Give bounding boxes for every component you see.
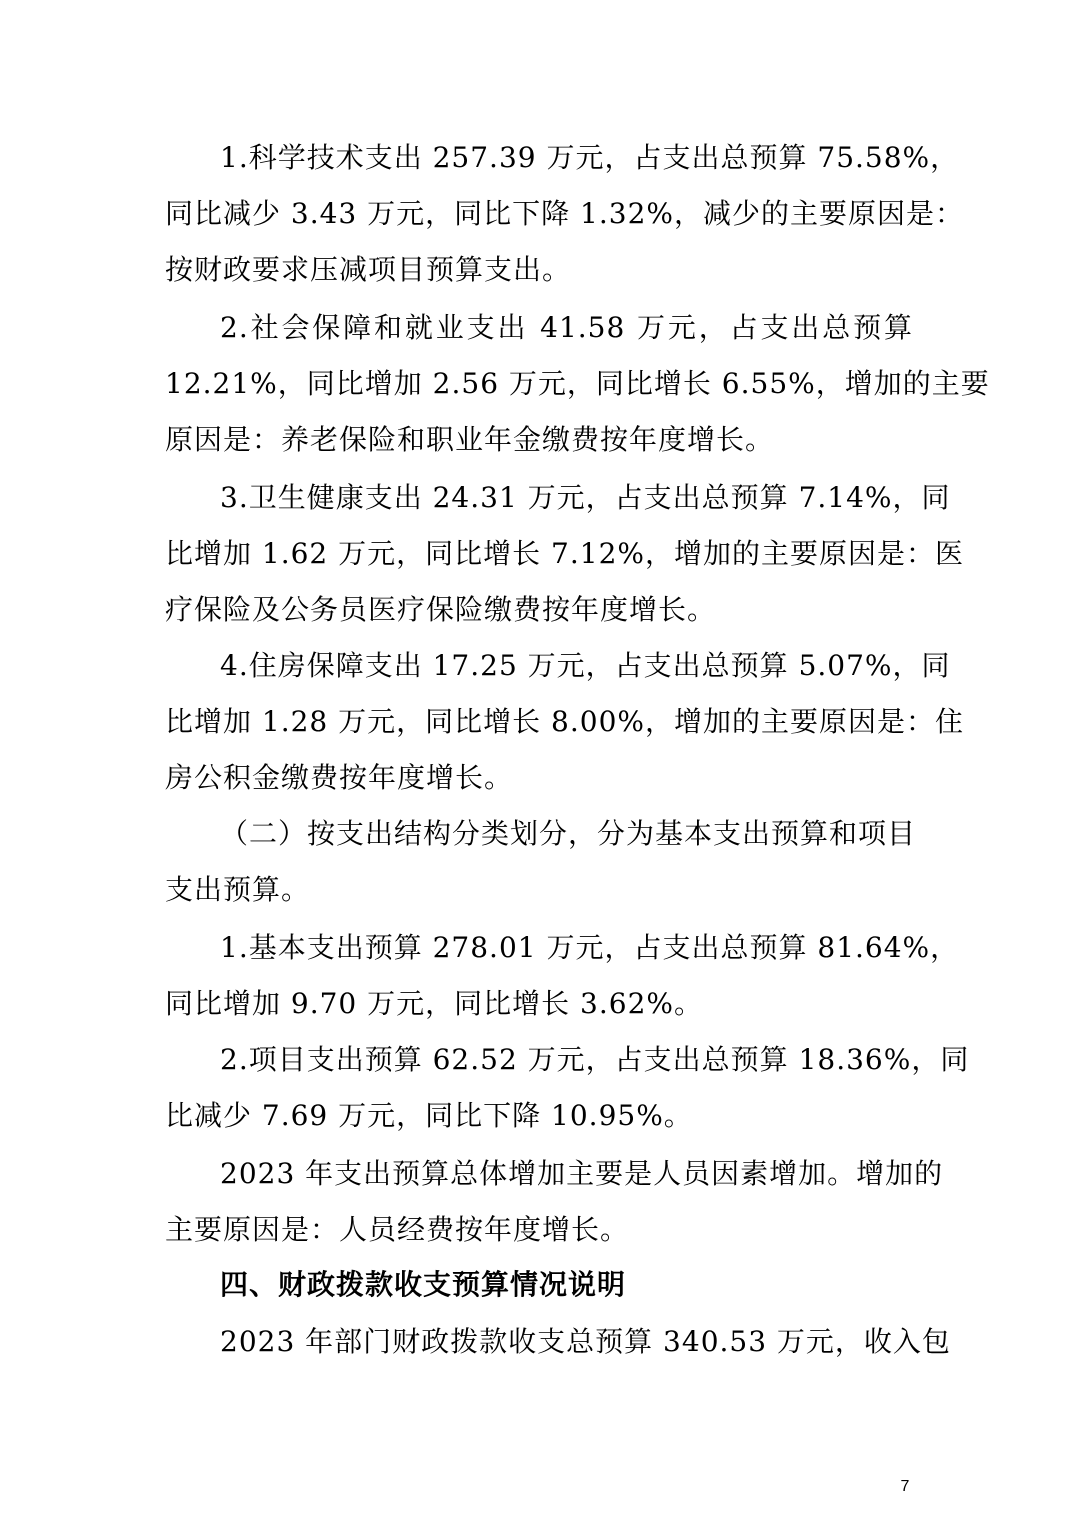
paragraph-line: 比减少 7.69 万元，同比下降 10.95%。 [165, 1099, 693, 1132]
section-heading: 四、财政拨款收支预算情况说明 [220, 1268, 627, 1301]
paragraph-line: 2023 年支出预算总体增加主要是人员因素增加。增加的 [220, 1157, 944, 1190]
paragraph-line: 2.社会保障和就业支出 41.58 万元，占支出总预算 [220, 311, 913, 344]
paragraph-line: 同比增加 9.70 万元，同比增长 3.62%。 [165, 987, 703, 1020]
paragraph-line: 2.项目支出预算 62.52 万元，占支出总预算 18.36%，同 [220, 1043, 970, 1076]
paragraph-line: 比增加 1.62 万元，同比增长 7.12%，增加的主要原因是：医 [165, 537, 964, 570]
paragraph-line: 4.住房保障支出 17.25 万元，占支出总预算 5.07%，同 [220, 649, 951, 682]
paragraph-line: 1.科学技术支出 257.39 万元，占支出总预算 75.58%， [220, 141, 960, 174]
paragraph-line: 比增加 1.28 万元，同比增长 8.00%，增加的主要原因是：住 [165, 705, 964, 738]
paragraph-line: 房公积金缴费按年度增长。 [165, 761, 514, 794]
page-number: 7 [900, 1478, 910, 1495]
paragraph-line: 12.21%，同比增加 2.56 万元，同比增长 6.55%，增加的主要 [165, 367, 990, 400]
paragraph-line: 2023 年部门财政拨款收支总预算 340.53 万元，收入包 [220, 1325, 951, 1358]
paragraph-line: 主要原因是：人员经费按年度增长。 [165, 1213, 630, 1246]
paragraph-line: 按财政要求压减项目预算支出。 [165, 253, 572, 286]
paragraph-line: 支出预算。 [165, 873, 311, 906]
paragraph-line: 3.卫生健康支出 24.31 万元，占支出总预算 7.14%，同 [220, 481, 951, 514]
paragraph-line: 1.基本支出预算 278.01 万元，占支出总预算 81.64%， [220, 931, 960, 964]
paragraph-line: 原因是：养老保险和职业年金缴费按年度增长。 [165, 423, 775, 456]
section-subheading: （二）按支出结构分类划分，分为基本支出预算和项目 [220, 817, 917, 850]
paragraph-line: 同比减少 3.43 万元，同比下降 1.32%，减少的主要原因是： [165, 197, 964, 230]
paragraph-line: 疗保险及公务员医疗保险缴费按年度增长。 [165, 593, 717, 626]
